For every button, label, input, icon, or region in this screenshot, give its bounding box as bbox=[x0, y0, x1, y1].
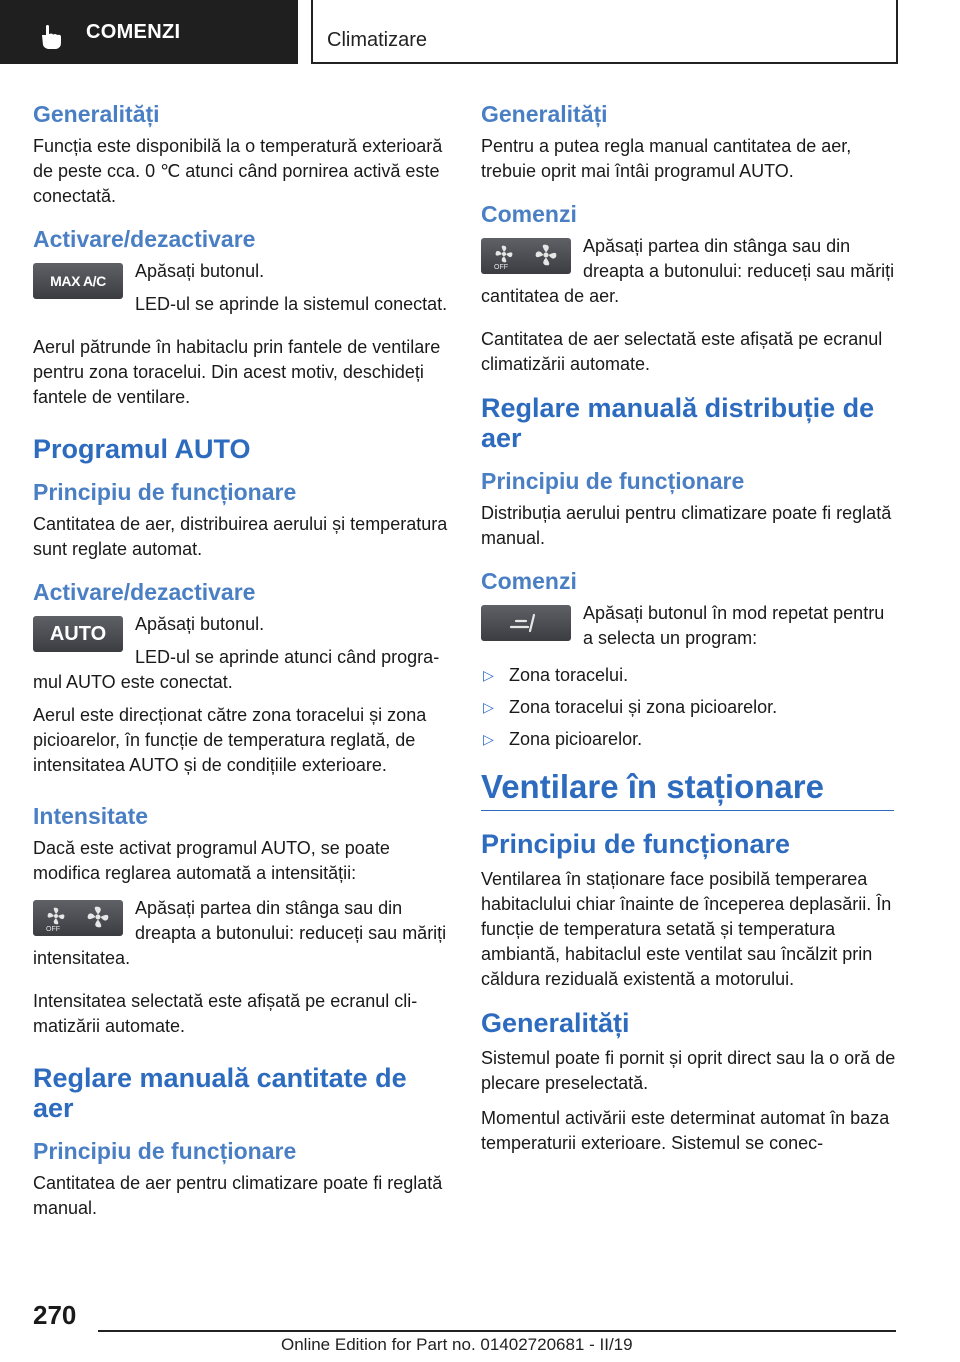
maxac-instruction bbox=[33, 259, 449, 325]
heading-general: Generalități bbox=[33, 101, 160, 127]
paragraph-intensity-display: Intensitatea selectată este afișată pe ecranul climatizării automate. bbox=[33, 991, 418, 1036]
heading-activation: Activare/dezactivare bbox=[33, 226, 256, 252]
list-item: ▷ Zona picioarelor. bbox=[481, 727, 897, 752]
list-item: ▷ Zona toracelui. bbox=[481, 663, 897, 688]
auto-instruction bbox=[33, 612, 449, 703]
paragraph-press-button: Apăsați butonul. bbox=[135, 261, 265, 281]
paragraph-program-select: Apăsați butonul în mod repetat pentru a selecta un program: bbox=[583, 603, 885, 648]
fan-button-icon bbox=[33, 900, 123, 936]
triangle-bullet-icon: ▷ bbox=[483, 667, 494, 683]
paragraph-air-quantity-display: Cantitatea de aer selectată este afișată pe ecranul climatizării automate. bbox=[481, 329, 883, 374]
triangle-bullet-icon: ▷ bbox=[483, 699, 494, 715]
heading-auto-program: Programul AUTO bbox=[33, 434, 251, 464]
pointing-hand-icon bbox=[38, 24, 64, 50]
fan-button-icon-right bbox=[481, 238, 571, 274]
paragraph-led-auto: LED-ul se aprinde atunci când programul AUTO este conectat. bbox=[33, 647, 440, 692]
footer-divider bbox=[98, 1330, 896, 1332]
paragraph-air-vents: Aerul pătrunde în habitaclu prin fantele de ventilare pentru zona toracelui. Din acest motiv, deschideți fantele de ventilare. bbox=[33, 337, 441, 407]
maxac-button-icon bbox=[33, 263, 123, 299]
paragraph-principle: Cantitatea de aer, distribuirea aerului și temperatura sunt reglate automat. bbox=[33, 514, 448, 559]
paragraph-air-direction: Aerul este direcționat către zona toracelui și zona picioarelor, în funcție de temperatura reglată, de intensitatea AUTO și de condițiile exterioare. bbox=[33, 705, 427, 775]
fan-icon-right bbox=[486, 241, 566, 271]
section-title: Climatizare bbox=[327, 29, 428, 51]
heading-principle-right: Principiu de funcționare bbox=[481, 468, 745, 494]
heading-manual-air-distribution: Reglare manuală distribuție de aer bbox=[481, 393, 875, 453]
right-column bbox=[481, 100, 897, 1166]
page-header bbox=[0, 0, 960, 66]
chapter-tab bbox=[0, 0, 298, 64]
air-quantity-instruction bbox=[481, 234, 897, 317]
paragraph-general-right: Pentru a putea regla manual cantitatea de aer, trebuie oprit mai întâi programul AUTO. bbox=[481, 136, 852, 181]
intensity-instruction bbox=[33, 896, 449, 979]
heading-principle: Principiu de funcționare bbox=[33, 479, 297, 505]
heading-manual-air-quantity: Reglare manuală cantitate de aer bbox=[33, 1063, 407, 1123]
heading-principle-3: Principiu de funcționare bbox=[481, 829, 791, 859]
program-list bbox=[481, 663, 897, 752]
auto-button-icon bbox=[33, 616, 123, 652]
heading-activation-auto: Activare/dezactivare bbox=[33, 579, 256, 605]
paragraph-intensity: Dacă este activat programul AUTO, se poate modifica reglarea automată a intensității: bbox=[33, 838, 390, 883]
heading-general-2: Generalități bbox=[481, 1008, 630, 1038]
maxac-button-label: MAX A/C bbox=[50, 273, 106, 289]
heading-general-right: Generalități bbox=[481, 101, 608, 127]
heading-intensity: Intensitate bbox=[33, 803, 149, 829]
paragraph-air-quantity-button: Apăsați partea din stânga sau din dreapta a butonului: reduceți sau măriți cantitatea de aer. bbox=[481, 236, 895, 306]
fan-icon bbox=[38, 903, 118, 933]
svg-text:OFF: OFF bbox=[494, 264, 508, 271]
paragraph-general: Funcția este disponibilă la o temperatură exterioară de peste cca. 0 ℃ atunci când pornirea activă este conectată. bbox=[33, 136, 443, 206]
air-distribution-button-icon bbox=[481, 605, 571, 641]
page-number: 270 bbox=[33, 1300, 77, 1330]
paragraph-press-auto: Apăsați butonul. bbox=[135, 614, 265, 634]
auto-button-label: AUTO bbox=[49, 622, 107, 645]
svg-text:OFF: OFF bbox=[46, 926, 60, 933]
chapter-title: COMENZI bbox=[86, 21, 181, 43]
list-item: ▷ Zona toracelui și zona picioarelor. bbox=[481, 695, 897, 720]
air-distribution-instruction bbox=[481, 601, 897, 659]
paragraph-general-2b: Momentul activării este determinat automat în baza temperaturii exterioare. Sistemul se conec- bbox=[481, 1108, 890, 1153]
triangle-bullet-icon: ▷ bbox=[483, 731, 494, 747]
air-distribution-icon bbox=[506, 610, 546, 636]
heading-controls-2: Comenzi bbox=[481, 568, 577, 594]
section-tab bbox=[311, 0, 898, 64]
heading-parking-ventilation: Ventilare în staționare bbox=[481, 768, 894, 811]
paragraph-general-2a: Sistemul poate fi pornit și oprit direct sau la o oră de plecare preselectată. bbox=[481, 1048, 896, 1093]
paragraph-principle-right: Distribuția aerului pentru climatizare poate fi reglată manual. bbox=[481, 503, 892, 548]
paragraph-intensity-button: Apăsați partea din stânga sau din dreapta a butonului: reduceți sau măriți intensitatea. bbox=[33, 898, 447, 968]
paragraph-led-on: LED-ul se aprinde la sistemul conectat. bbox=[135, 294, 448, 314]
paragraph-principle-3: Ventilarea în staționare face posibilă temperarea habitaclului chiar înainte de începerea deplasării. În funcție de temperatura setată și temperatura ambiantă, habitaclul este ventilat sau încălzit prin căldura reziduală existentă a motorului. bbox=[481, 869, 892, 989]
paragraph-principle-2: Cantitatea de aer pentru climatizare poate fi reglată manual. bbox=[33, 1173, 443, 1218]
footer-edition bbox=[281, 1335, 633, 1355]
left-column bbox=[33, 100, 449, 1231]
heading-controls: Comenzi bbox=[481, 201, 577, 227]
heading-principle-2: Principiu de funcționare bbox=[33, 1138, 297, 1164]
footer-edition-text: Online Edition for Part no. 01402720681 - II/19 bbox=[281, 1335, 633, 1354]
